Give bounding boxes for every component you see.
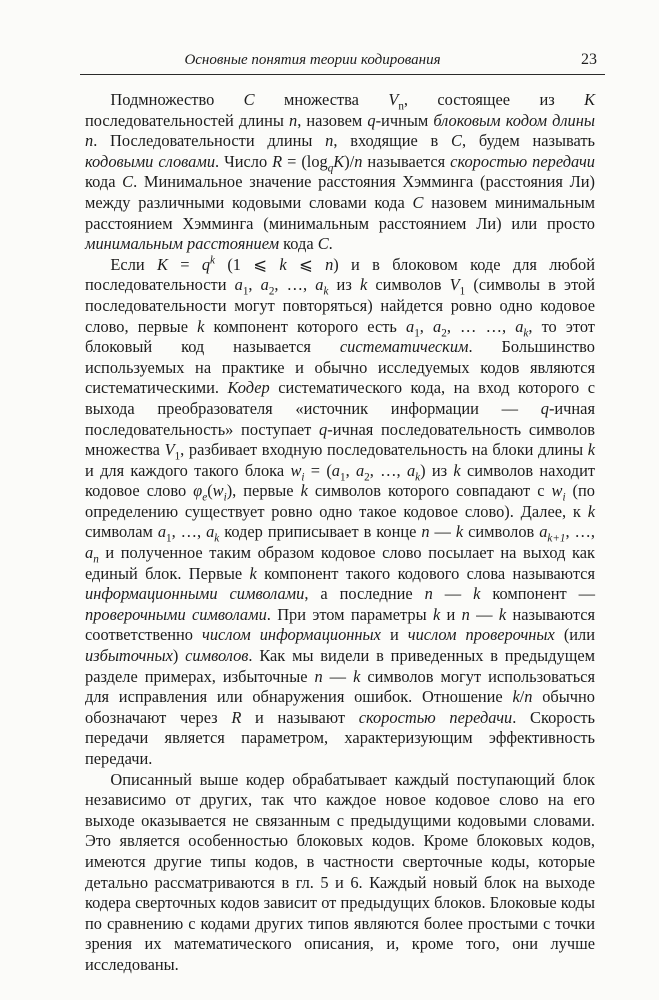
- italic-term: Кодер: [227, 378, 270, 398]
- italic-term: символов: [185, 646, 249, 666]
- italic-term: w: [290, 460, 302, 480]
- italic-term: a: [260, 275, 269, 295]
- italic-term: k: [197, 316, 205, 336]
- italic-term: k: [359, 275, 368, 295]
- italic-term: K: [333, 151, 345, 171]
- italic-term: K: [156, 254, 168, 274]
- italic-term: a: [539, 522, 548, 542]
- subscript: i: [223, 491, 227, 504]
- italic-term: k: [498, 604, 507, 624]
- italic-term: C: [243, 90, 255, 109]
- italic-term: a: [85, 543, 94, 563]
- italic-term: C: [317, 234, 329, 254]
- page-header: [80, 48, 605, 75]
- subscript: e: [202, 491, 208, 504]
- italic-term: k: [473, 584, 481, 604]
- body-text: [85, 90, 595, 976]
- italic-term: n: [289, 110, 298, 130]
- italic-term: k: [279, 254, 287, 274]
- subscript: 1: [414, 326, 420, 339]
- paragraph: Описанный выше кодер обрабатывает каждый поступающий блок независимо от других, так что каждое новое кодовое слово на его выходе оказывается не связанным с предыдущими кодовыми словами. Это является особенностью блоковых кодов. Кроме блоковых кодов, имеются другие типы кодов, в частности сверточные коды, которые детально рассматриваются в гл. 5 и 6. Каждый новый блок на выходе кодера сверточных кодов зависит от предыдущих блоков. Блоковые коды по сравнению с кодами других типов являются более простыми с точки зрения их математического описания, и, кроме того, они лучше исследованы.: [85, 769, 595, 974]
- italic-term: n: [421, 522, 430, 542]
- italic-term: w: [212, 481, 224, 501]
- superscript: k: [210, 254, 215, 267]
- italic-term: a: [331, 460, 340, 480]
- italic-term: k: [512, 687, 520, 707]
- italic-term: V: [164, 440, 175, 460]
- subscript: k: [214, 532, 220, 545]
- italic-term: n: [524, 687, 533, 707]
- italic-term: n: [314, 666, 323, 686]
- subscript: k: [415, 470, 421, 483]
- subscript: n: [93, 553, 99, 566]
- italic-term: q: [540, 398, 549, 418]
- italic-term: q: [319, 419, 328, 439]
- italic-term: q: [201, 254, 211, 274]
- italic-term: систематическим: [339, 337, 469, 357]
- paragraph: Подмножество C множества $V_n$, состоящее из K последовательностей длины n, назовем q-ичным блоковым кодом длины n. Последовательности длины n, входящие в C, будем называть кодовыми словами. Число $R = (\log_qK)/n$ называется скоростью передачи кода C. Минимальное значение расстояния Хэмминга (расстояния Ли) между различными кодовыми словами кода C назовем минимальным расстоянием Хэмминга (минимальным расстоянием Ли) или просто минимальным расстоянием кода C.: [85, 90, 595, 254]
- subscript: i: [562, 491, 566, 504]
- italic-term: V: [388, 90, 399, 109]
- italic-term: R: [272, 151, 283, 171]
- running-title: Основные понятия теории кодирования: [184, 52, 441, 68]
- subscript: k: [323, 285, 329, 298]
- subscript: n: [398, 100, 404, 113]
- subscript: 2: [364, 470, 370, 483]
- italic-term: скоростью передачи: [450, 151, 595, 171]
- subscript: 1: [174, 450, 181, 463]
- italic-term: k: [249, 563, 257, 583]
- italic-term: числом информационных: [202, 625, 381, 645]
- italic-term: w: [551, 481, 563, 501]
- italic-term: a: [406, 460, 416, 480]
- italic-term: a: [157, 522, 167, 542]
- italic-term: a: [234, 275, 243, 295]
- subscript: k+1: [547, 532, 566, 545]
- italic-term: a: [355, 460, 365, 480]
- italic-term: a: [406, 316, 415, 336]
- italic-term: кодовыми словами: [85, 151, 216, 171]
- page-number: 23: [581, 51, 597, 68]
- italic-term: числом проверочных: [407, 625, 555, 645]
- subscript: q: [327, 162, 334, 175]
- italic-term: информационными символами: [85, 584, 305, 604]
- italic-term: a: [515, 316, 524, 336]
- subscript: 1: [339, 470, 346, 483]
- subscript: 1: [242, 285, 249, 298]
- italic-term: n: [424, 584, 433, 604]
- italic-term: блоковым кодом длины n: [85, 110, 595, 151]
- subscript: i: [301, 470, 305, 483]
- italic-term: k: [300, 481, 308, 501]
- italic-term: проверочными символами: [85, 604, 267, 624]
- italic-term: C: [451, 131, 462, 151]
- subscript: k: [523, 326, 529, 339]
- italic-term: a: [433, 316, 442, 336]
- italic-term: C: [412, 192, 424, 212]
- italic-term: a: [315, 275, 324, 295]
- italic-term: k: [432, 604, 441, 624]
- italic-term: n: [461, 604, 470, 624]
- italic-term: избыточных: [85, 646, 173, 666]
- subscript: 2: [441, 326, 447, 339]
- italic-term: k: [587, 440, 596, 460]
- italic-term: минимальным расстоянием: [85, 234, 280, 254]
- italic-term: K: [584, 90, 595, 109]
- italic-term: q: [367, 110, 376, 130]
- italic-term: C: [122, 172, 134, 192]
- italic-term: n: [325, 254, 334, 274]
- italic-term: скоростью передачи: [358, 707, 513, 727]
- italic-term: k: [587, 501, 595, 521]
- subscript: 1: [459, 285, 466, 298]
- italic-term: k: [455, 522, 464, 542]
- subscript: 1: [166, 532, 172, 545]
- italic-term: a: [206, 522, 215, 542]
- italic-term: k: [453, 460, 461, 480]
- italic-term: n: [354, 151, 363, 171]
- subscript: 2: [268, 285, 275, 298]
- italic-term: n: [325, 131, 334, 151]
- paragraph: Если $K = q^k$ (1 ⩽ k ⩽ n) и в блоковом коде для любой последовательности $a_1$, $a_2$, …, $a_k$ из k символов $V_1$ (символы в этой последовательности могут повторяться) найдется ровно одно кодовое слово, первые k компонент которого есть $a_1$, $a_2$, … …, $a_k$, то этот блоковый код называется систематическим. Большинство используемых на практике и обычно исследуемых кодов являются систематическими. Кодер систематического кода, на вход которого с выхода преобразователя «источник информации — q-ичная последовательность» поступает q-ичная последовательность символов множества $V_1$, разбивает входную последовательность на блоки длины k и для каждого такого блока $w_i = (a_1$, $a_2$, …, $a_k$) из k символов находит кодовое слово $\varphi_e(w_i)$, первые k символов которого совпадают с $w_i$ (по определению существует ровно одно такое кодовое слово). Далее, к k символам $a_1$, …, $a_k$ кодер приписывает в конце n — k символов $a_{k+1}$, …, $a_n$ и полученное таким образом кодовое слово посылает на выход как единый блок. Первые k компонент такого кодового слова называются информационными символами, а последние n — k компонент — проверочными символами. При этом параметры k и n — k называются соответственно числом информационных и числом проверочных (или избыточных) символов. Как мы видели в приведенных в предыдущем разделе примерах, избыточные n — k символов могут использоваться для исправления или обнаружения ошибок. Отношение k/n обычно обозначают через R и называют скоростью передачи. Скорость передачи является параметром, характеризующим эффективность передачи.: [85, 254, 596, 768]
- italic-term: k: [353, 666, 361, 686]
- italic-term: R: [231, 707, 242, 727]
- italic-term: V: [449, 275, 460, 295]
- italic-term: φ: [193, 481, 203, 501]
